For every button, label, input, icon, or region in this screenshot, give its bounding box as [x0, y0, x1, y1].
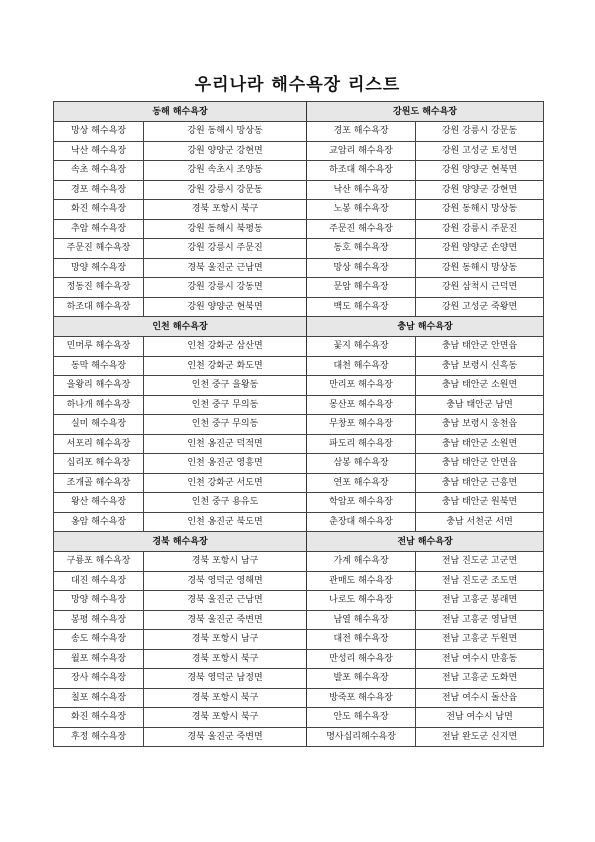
table-row [54, 376, 544, 396]
beach-location-cell: 전남 진도군 조도면 [416, 571, 544, 591]
beach-name-cell: 송도 해수욕장 [54, 630, 144, 650]
table-row [54, 239, 544, 259]
table-row [54, 337, 544, 357]
section-header-left: 경북 해수욕장 [54, 532, 307, 552]
beach-name-cell: 정동진 해수욕장 [54, 278, 144, 298]
beach-name-cell: 실미 해수욕장 [54, 415, 144, 435]
beach-name-cell: 꽃지 해수욕장 [307, 337, 416, 357]
beach-name-cell: 대전 해수욕장 [307, 630, 416, 650]
section-header-row [54, 102, 544, 122]
beach-name-cell: 망상 해수욕장 [54, 122, 144, 142]
beach-location-cell: 경북 울진군 근남면 [144, 591, 307, 611]
beach-location-cell: 강원 고성군 죽왕면 [416, 297, 544, 317]
beach-location-cell: 인천 강화군 서도면 [144, 473, 307, 493]
section-header-left: 인천 해수욕장 [54, 317, 307, 337]
beach-name-cell: 낙산 해수욕장 [307, 180, 416, 200]
beach-name-cell: 가계 해수욕장 [307, 552, 416, 572]
beach-location-cell: 전남 여수시 돌산읍 [416, 688, 544, 708]
beach-name-cell: 월포 해수욕장 [54, 649, 144, 669]
beach-name-cell: 몽산포 해수욕장 [307, 395, 416, 415]
beach-name-cell: 하나개 해수욕장 [54, 395, 144, 415]
beach-name-cell: 망양 해수욕장 [54, 591, 144, 611]
beach-location-cell: 강원 고성군 토성면 [416, 141, 544, 161]
table-row [54, 493, 544, 513]
table-row [54, 591, 544, 611]
section-header-left: 동해 해수욕장 [54, 102, 307, 122]
beach-name-cell: 학암포 해수욕장 [307, 493, 416, 513]
beach-location-cell: 강원 강릉시 강문동 [144, 180, 307, 200]
beach-location-cell: 경북 영덕군 남정면 [144, 669, 307, 689]
beach-name-cell: 발포 해수욕장 [307, 669, 416, 689]
table-row [54, 258, 544, 278]
beach-location-cell: 전남 진도군 고군면 [416, 552, 544, 572]
table-row [54, 708, 544, 728]
beach-location-cell: 강원 양양군 손양면 [416, 239, 544, 259]
beach-name-cell: 옹암 해수욕장 [54, 512, 144, 532]
beach-location-cell: 강원 동해시 망상동 [416, 200, 544, 220]
beach-location-cell: 전남 고흥군 두원면 [416, 630, 544, 650]
beach-name-cell: 경포 해수욕장 [54, 180, 144, 200]
beach-location-cell: 강원 강릉시 강동면 [144, 278, 307, 298]
beach-name-cell: 망양 해수욕장 [54, 258, 144, 278]
table-row [54, 727, 544, 747]
beach-location-cell: 강원 강릉시 강문동 [416, 122, 544, 142]
beach-location-cell: 경북 포항시 북구 [144, 708, 307, 728]
beach-location-cell: 경북 포항시 북구 [144, 688, 307, 708]
section-header-right: 충남 해수욕장 [307, 317, 544, 337]
table-row [54, 649, 544, 669]
beach-name-cell: 춘장대 해수욕장 [307, 512, 416, 532]
beach-name-cell: 교암리 해수욕장 [307, 141, 416, 161]
beach-location-cell: 강원 강릉시 주문진 [144, 239, 307, 259]
beach-location-cell: 전남 고흥군 도화면 [416, 669, 544, 689]
beach-name-cell: 십리포 해수욕장 [54, 454, 144, 474]
beach-name-cell: 만성리 해수욕장 [307, 649, 416, 669]
beach-name-cell: 대천 해수욕장 [307, 356, 416, 376]
table-row [54, 200, 544, 220]
beach-name-cell: 화진 해수욕장 [54, 708, 144, 728]
table-row [54, 395, 544, 415]
beach-name-cell: 칠포 해수욕장 [54, 688, 144, 708]
table-row [54, 571, 544, 591]
beach-name-cell: 하조대 해수욕장 [54, 297, 144, 317]
beach-location-cell: 인천 강화군 화도면 [144, 356, 307, 376]
beach-location-cell: 충남 태안군 근흥면 [416, 473, 544, 493]
beach-name-cell: 동막 해수욕장 [54, 356, 144, 376]
beach-location-cell: 인천 강화군 삼산면 [144, 337, 307, 357]
beach-name-cell: 문암 해수욕장 [307, 278, 416, 298]
beach-location-cell: 경북 포항시 북구 [144, 649, 307, 669]
table-row [54, 473, 544, 493]
beach-name-cell: 낙산 해수욕장 [54, 141, 144, 161]
table-row [54, 669, 544, 689]
beach-name-cell: 속초 해수욕장 [54, 161, 144, 181]
beach-name-cell: 삼봉 해수욕장 [307, 454, 416, 474]
table-row [54, 552, 544, 572]
beach-name-cell: 을왕리 해수욕장 [54, 376, 144, 396]
table-row [54, 141, 544, 161]
table-row [54, 415, 544, 435]
beach-location-cell: 강원 양양군 강현면 [144, 141, 307, 161]
table-row [54, 180, 544, 200]
beach-location-cell: 인천 중구 을왕동 [144, 376, 307, 396]
page-title: 우리나라 해수욕장 리스트 [194, 75, 401, 95]
beach-location-cell: 인천 옹진군 북도면 [144, 512, 307, 532]
beach-location-cell: 강원 삼척시 근덕면 [416, 278, 544, 298]
beach-location-cell: 경북 포항시 북구 [144, 200, 307, 220]
beach-name-cell: 백도 해수욕장 [307, 297, 416, 317]
beach-location-cell: 경북 포항시 남구 [144, 630, 307, 650]
beach-name-cell: 왕산 해수욕장 [54, 493, 144, 513]
table-row [54, 122, 544, 142]
table-row [54, 161, 544, 181]
table-row [54, 630, 544, 650]
beach-name-cell: 연포 해수욕장 [307, 473, 416, 493]
table-row [54, 512, 544, 532]
beach-location-cell: 경북 울진군 죽변면 [144, 727, 307, 747]
beach-name-cell: 구룡포 해수욕장 [54, 552, 144, 572]
beach-location-cell: 경북 포항시 남구 [144, 552, 307, 572]
beach-name-cell: 남열 해수욕장 [307, 610, 416, 630]
beach-name-cell: 관매도 해수욕장 [307, 571, 416, 591]
beach-name-cell: 노봉 해수욕장 [307, 200, 416, 220]
beach-name-cell: 주문진 해수욕장 [54, 239, 144, 259]
table-row [54, 278, 544, 298]
beach-location-cell: 경북 울진군 근남면 [144, 258, 307, 278]
beach-name-cell: 봉평 해수욕장 [54, 610, 144, 630]
beach-name-cell: 조개골 해수욕장 [54, 473, 144, 493]
beach-location-cell: 인천 옹진군 영흥면 [144, 454, 307, 474]
beach-name-cell: 주문진 해수욕장 [307, 219, 416, 239]
section-header-right: 전남 해수욕장 [307, 532, 544, 552]
beach-name-cell: 민머루 해수욕장 [54, 337, 144, 357]
beach-location-cell: 충남 태안군 안면읍 [416, 337, 544, 357]
section-header-row [54, 317, 544, 337]
beach-name-cell: 서포리 해수욕장 [54, 434, 144, 454]
beach-name-cell: 망상 해수욕장 [307, 258, 416, 278]
beach-name-cell: 방죽포 해수욕장 [307, 688, 416, 708]
beach-location-cell: 전남 완도군 신지면 [416, 727, 544, 747]
beach-location-cell: 충남 태안군 소원면 [416, 376, 544, 396]
beach-name-cell: 후정 해수욕장 [54, 727, 144, 747]
table-row [54, 297, 544, 317]
beach-name-cell: 하조대 해수욕장 [307, 161, 416, 181]
beach-name-cell: 추암 해수욕장 [54, 219, 144, 239]
beach-location-cell: 충남 태안군 남면 [416, 395, 544, 415]
beach-name-cell: 만리포 해수욕장 [307, 376, 416, 396]
table-row [54, 219, 544, 239]
table-row [54, 356, 544, 376]
beach-location-cell: 강원 강릉시 주문진 [416, 219, 544, 239]
beach-location-cell: 충남 태안군 안면읍 [416, 454, 544, 474]
beach-location-cell: 강원 양양군 현북면 [416, 161, 544, 181]
table-row [54, 454, 544, 474]
section-header-right: 강원도 해수욕장 [307, 102, 544, 122]
table-row [54, 610, 544, 630]
beach-location-cell: 충남 보령시 웅천읍 [416, 415, 544, 435]
beach-name-cell: 화진 해수욕장 [54, 200, 144, 220]
beach-location-cell: 전남 고흥군 영남면 [416, 610, 544, 630]
beach-location-cell: 강원 양양군 강현면 [416, 180, 544, 200]
beach-location-cell: 강원 동해시 망상동 [416, 258, 544, 278]
beach-location-cell: 강원 속초시 조양동 [144, 161, 307, 181]
beach-name-cell: 명사십리해수욕장 [307, 727, 416, 747]
section-header-row [54, 532, 544, 552]
beach-location-cell: 전남 고흥군 봉래면 [416, 591, 544, 611]
beach-location-cell: 인천 옹진군 덕적면 [144, 434, 307, 454]
beach-name-cell: 무창포 해수욕장 [307, 415, 416, 435]
beach-location-cell: 충남 서천군 서면 [416, 512, 544, 532]
beach-location-cell: 경북 울진군 죽변면 [144, 610, 307, 630]
beach-location-cell: 전남 여수시 남면 [416, 708, 544, 728]
beach-location-cell: 전남 여수시 만흥동 [416, 649, 544, 669]
beach-location-cell: 강원 양양군 현북면 [144, 297, 307, 317]
beach-location-cell: 인천 중구 용유도 [144, 493, 307, 513]
beach-list-table [53, 101, 544, 747]
beach-location-cell: 강원 동해시 망상동 [144, 122, 307, 142]
beach-location-cell: 강원 동해시 북평동 [144, 219, 307, 239]
beach-name-cell: 파도리 해수욕장 [307, 434, 416, 454]
beach-name-cell: 안도 해수욕장 [307, 708, 416, 728]
beach-name-cell: 대진 해수욕장 [54, 571, 144, 591]
beach-name-cell: 나로도 해수욕장 [307, 591, 416, 611]
table-row [54, 688, 544, 708]
beach-location-cell: 인천 중구 무의동 [144, 395, 307, 415]
beach-location-cell: 충남 태안군 소원면 [416, 434, 544, 454]
beach-location-cell: 충남 태안군 원북면 [416, 493, 544, 513]
beach-name-cell: 경포 해수욕장 [307, 122, 416, 142]
beach-location-cell: 인천 중구 무의동 [144, 415, 307, 435]
beach-name-cell: 장사 해수욕장 [54, 669, 144, 689]
table-row [54, 434, 544, 454]
beach-location-cell: 충남 보령시 신흑동 [416, 356, 544, 376]
beach-name-cell: 동호 해수욕장 [307, 239, 416, 259]
beach-location-cell: 경북 영덕군 영해면 [144, 571, 307, 591]
